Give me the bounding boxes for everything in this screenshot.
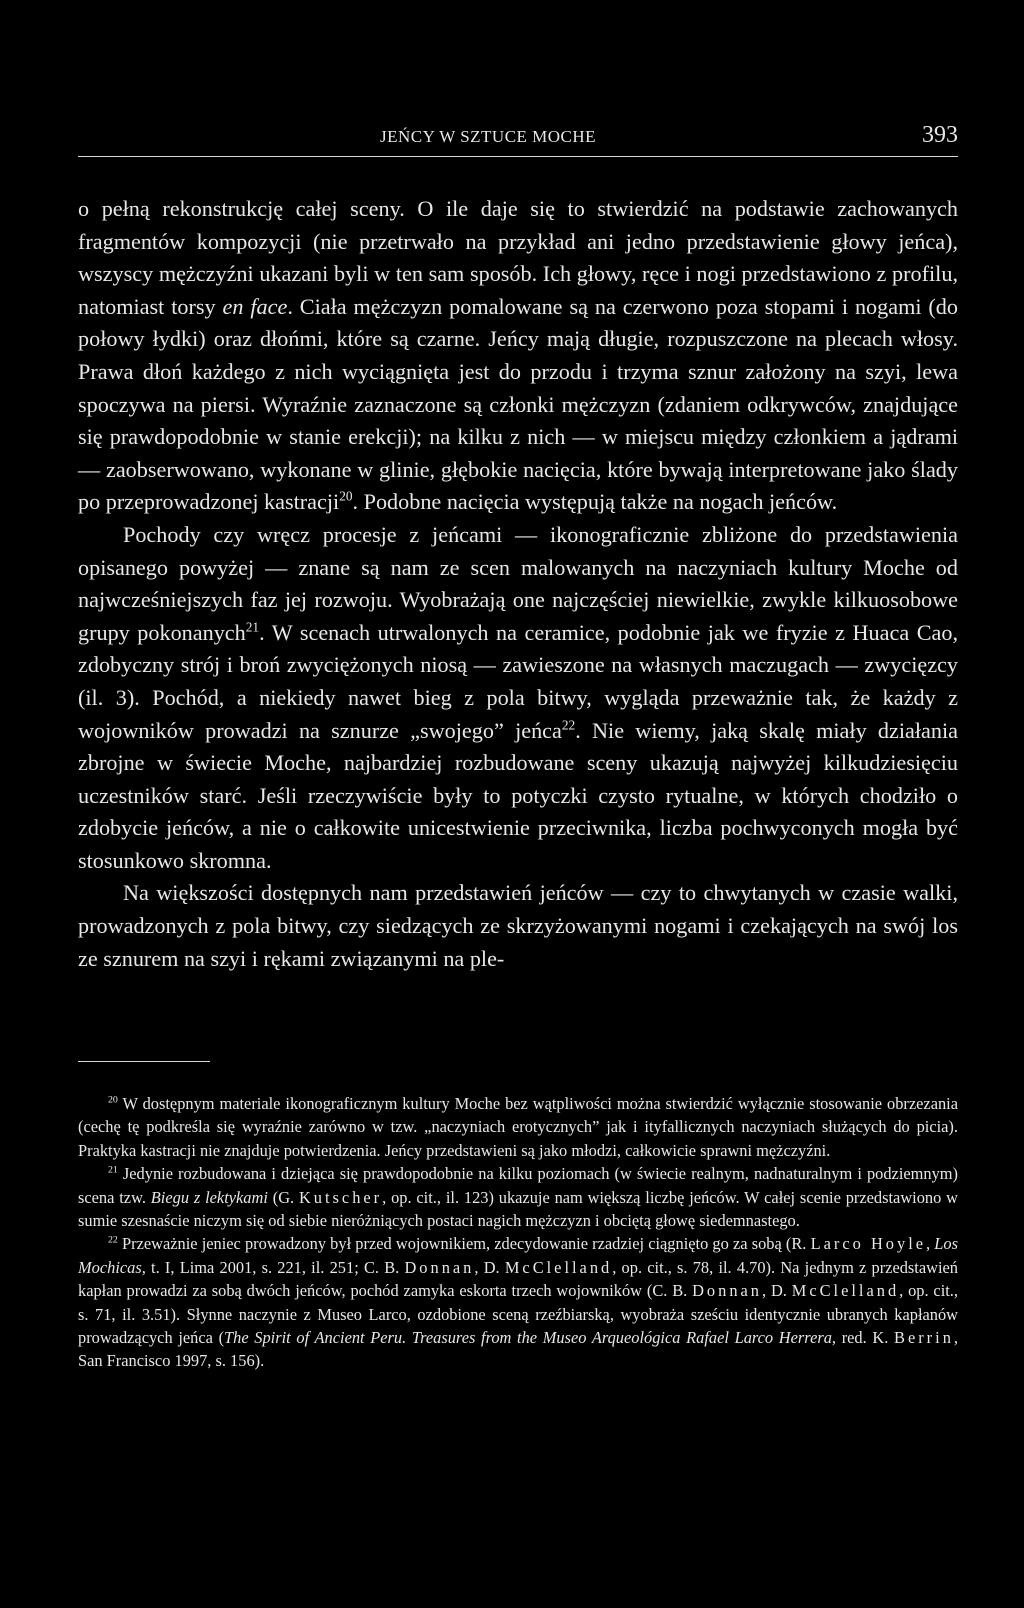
author-name: Larco Hoyle — [810, 1234, 927, 1254]
footnote-20 — [78, 1092, 958, 1162]
footnote-text: , red. K. — [831, 1328, 895, 1348]
footnote-text: , op. cit., il. 123) ukazuje nam większą liczbę jeńców. W całej scenie przedstawiono w sumie szesnaście niczym się od siebie nieróżniących postaci nagich mężczyzn i obciętą głowę siedemnastego. — [78, 1187, 958, 1231]
paragraph-2-part-2: . W scenach utrwalonych na ceramice, podobnie jak we fryzie z Huaca Cao, zdobyczny strój i broń zwyciężonych niosą — zawieszone na własnych maczugach — zwycięzcy (il. 3). Pochód, a niekiedy nawet bieg z pola bitwy, wygląda przeważnie tak, że każdy z wojowników prowadzi na sznurze „swojego” jeńca — [78, 619, 958, 743]
footnote-text: W dostępnym materiale ikonograficznym kultury Moche bez wątpliwości można stwierdzić wyłącznie stosowanie obrzezania (cechę tę podkreśla się wyraźnie zarówno w tzw. „naczyniach erotycznych” jak i ityfallicznych naczyniach służących do picia). Praktyka kastracji nie znajduje potwierdzenia. Jeńcy przedstawieni są jako młodzi, całkowicie sprawni mężczyźni. — [78, 1094, 958, 1160]
footnote-number: 20 — [108, 1094, 118, 1106]
paragraph-1-part-3: . Podobne nacięcia występują także na nogach jeńców. — [352, 489, 838, 515]
footnote-divider — [78, 1061, 210, 1062]
paragraph-1-part-1: o pełną rekonstrukcję całej sceny. O ile daje się to stwierdzić na podstawie zachowanych fragmentów kompozycji (nie przetrwało na przykład ani jedno przedstawienie głowy jeńca), wszyscy mężczyźni ukazani byli w ten sam sposób. Ich głowy, ręce i nogi przedstawiono z profilu, natomiast torsy — [78, 196, 958, 319]
footnote-text: Jedynie rozbudowana i dziejąca się prawdopodobnie na kilku poziomach (w świecie realnym, nadnaturalnym i podziemnym) scena tzw. — [78, 1164, 958, 1207]
footnote-number: 21 — [108, 1164, 118, 1176]
paragraph-3: Na większości dostępnych nam przedstawień jeńców — czy to chwytanych w czasie walki, prowadzonych z pola bitwy, czy siedzących ze skrzyżowanymi nogami i czekających na swój los ze sznurem na szyi i rękami związanymi na ple- — [78, 880, 958, 971]
author-name: McClelland — [791, 1281, 900, 1301]
page-number: 393 — [922, 122, 958, 148]
author-name: Donnan — [692, 1281, 762, 1301]
author-name: McClelland — [504, 1257, 613, 1277]
footnote-text: , — [926, 1234, 935, 1254]
running-header — [78, 122, 958, 157]
paragraph-1-part-2: . Ciała mężczyzn pomalowane są na czerwono poza stopami i nogami (do połowy łydki) oraz dłońmi, które są czarne. Jeńcy mają długie, rozpuszczone na plecach włosy. Prawa dłoń każdego z nich wyciągnięta jest do przodu i trzyma sznur założony na szyi, lewa spoczywa na piersi. Wyraźnie zaznaczone są członki mężczyzn (zdaniem odkrywców, znajdujące się prawdopodobnie w stanie erekcji); na kilku z nich — w miejscu między członkiem a jądrami — zaobserwowano, wykonane w glinie, głębokie nacięcia, które bywają interpretowane jako ślady po przeprowadzonej kastracji — [78, 293, 958, 515]
paragraph-2 — [78, 519, 958, 878]
footnote-ref-22: 22 — [561, 717, 576, 733]
footnotes — [78, 1092, 958, 1373]
footnote-text: , D. — [762, 1281, 792, 1301]
footnote-italic-title: Biegu z lektykami — [150, 1187, 268, 1207]
author-name: Kutscher — [298, 1187, 383, 1207]
footnote-text: , t. I, Lima 2001, s. 221, il. 251; C. B. — [141, 1257, 405, 1277]
paragraph-2-part-1: Pochody czy wręcz procesje z jeńcami — ikonograficznie zbliżone do przedstawienia opisanego powyżej — znane są nam ze scen malowanych na naczyniach kultury Moche od najwcześniejszych faz jej rozwoju. Wyobrażają one najczęściej niewielkie, zwykle kilkuosobowe grupy pokonanych — [78, 521, 958, 645]
footnote-text: , op. cit., s. 78, il. 4.70). Na jednym z przedstawień kapłan prowadzi za sobą dwóch jeńców, pochód zamyka eskorta trzech wojowników (C. B. — [78, 1257, 958, 1301]
footnote-21 — [78, 1162, 958, 1232]
footnote-number: 22 — [108, 1234, 118, 1246]
author-name: Donnan — [404, 1257, 475, 1277]
footnote-text: (G. — [267, 1187, 299, 1207]
running-title: JEŃCY W SZTUCE MOCHE — [380, 127, 597, 146]
footnote-text: Przeważnie jeniec prowadzony był przed wojownikiem, zdecydowanie rzadziej ciągnięto go za sobą (R. — [117, 1234, 811, 1254]
footnote-italic-title: The Spirit of Ancient Peru. Treasures from the Museo Arqueológica Rafael Larco Herrera — [224, 1328, 832, 1348]
footnote-text: , op. cit., s. 71, il. 3.51). Słynne naczynie z Museo Larco, ozdobione sceną rzeźbiarską, wyobraża sześciu identycznie ubranych kapłanów prowadzących jeńca ( — [78, 1281, 959, 1348]
footnote-text: , D. — [474, 1257, 505, 1277]
italic-phrase: en face — [222, 293, 288, 319]
paragraph-1 — [78, 193, 958, 519]
author-name: Berrin — [894, 1328, 954, 1348]
footnote-ref-21: 21 — [245, 619, 260, 635]
paragraph-2-part-3: . Nie wiemy, jaką skalę miały działania zbrojne w świecie Moche, najbardziej rozbudowane sceny ukazują najwyżej kilkudziesięciu uczestników starć. Jeśli rzeczywiście były to potyczki czysto rytualne, w których chodziło o zdobycie jeńców, a nie o całkowite unicestwienie przeciwnika, liczba pochwyconych mogła być stosunkowo skromna. — [78, 717, 958, 873]
footnote-italic-title: Los Mochicas — [78, 1234, 958, 1277]
footnote-22 — [78, 1232, 958, 1372]
footnote-ref-20: 20 — [339, 488, 353, 504]
footnote-text: , San Francisco 1997, s. 156). — [78, 1328, 958, 1371]
main-text — [78, 193, 958, 975]
